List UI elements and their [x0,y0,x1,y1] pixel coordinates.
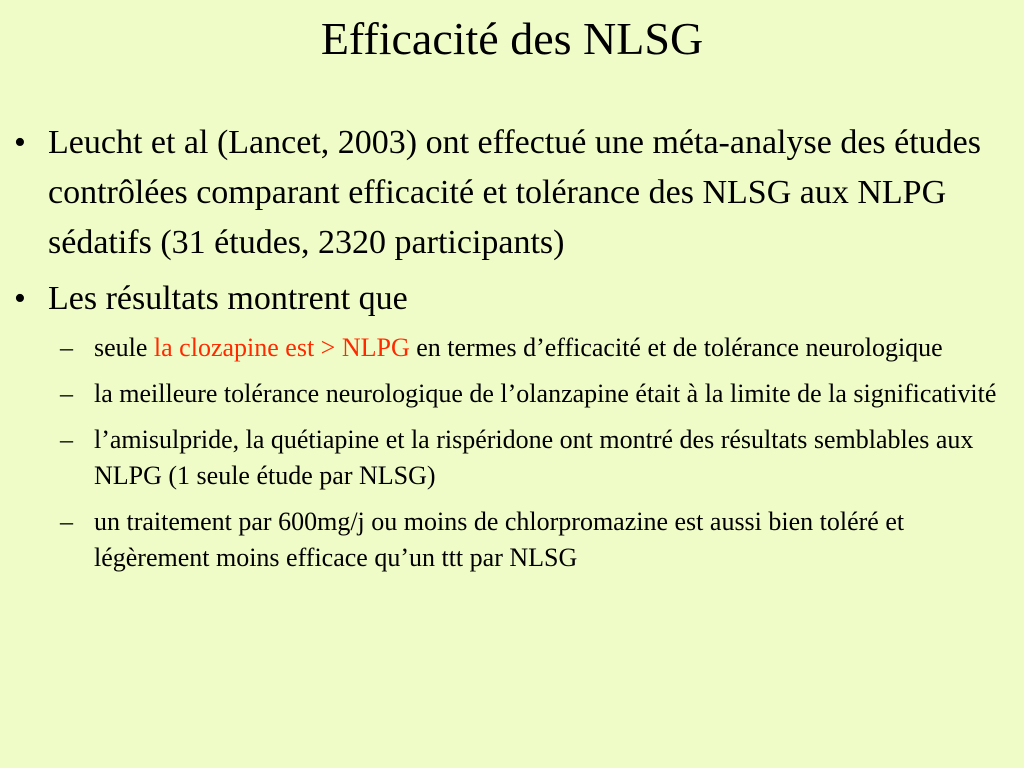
bullet-text: Les résultats montrent que [48,280,408,317]
sub-bullet-marker: – [60,425,73,454]
bullet-text: Leucht et al (Lancet, 2003) ont effectué une méta-analyse des études contrôlées comparant efficacité et tolérance des NLSG aux NLPG sédatifs (31 études, 2320 participants) [48,124,982,261]
bullet-marker: • [14,124,26,161]
sub-bullet-text-post: en termes d’efficacité et de tolérance neurologique [409,333,943,362]
sub-bullet-text: la meilleure tolérance neurologique de l’olanzapine était à la limite de la significativité [94,379,997,408]
sub-bullet-item [0,330,1024,366]
highlighted-text: la clozapine est > NLPG [153,333,410,362]
slide-title: Efficacité des NLSG [320,13,704,64]
bullet-marker: • [14,280,26,317]
sub-bullet-marker: – [60,507,73,536]
bullet-item [0,274,1024,576]
bullet-item [0,118,1024,268]
sub-bullet-item [0,504,1024,576]
sub-bullet-text-pre: seule [94,333,154,362]
sub-bullet-list [0,330,1024,576]
bullet-list [0,118,1024,586]
sub-bullet-marker: – [60,333,73,362]
sub-bullet-text: un traitement par 600mg/j ou moins de chlorpromazine est aussi bien toléré et légèrement moins efficace qu’un ttt par NLSG [94,507,905,572]
sub-bullet-marker: – [60,379,73,408]
sub-bullet-item [0,422,1024,494]
sub-bullet-text: l’amisulpride, la quétiapine et la rispéridone ont montré des résultats semblables aux NLPG (1 seule étude par NLSG) [94,425,974,490]
sub-bullet-item [0,376,1024,412]
